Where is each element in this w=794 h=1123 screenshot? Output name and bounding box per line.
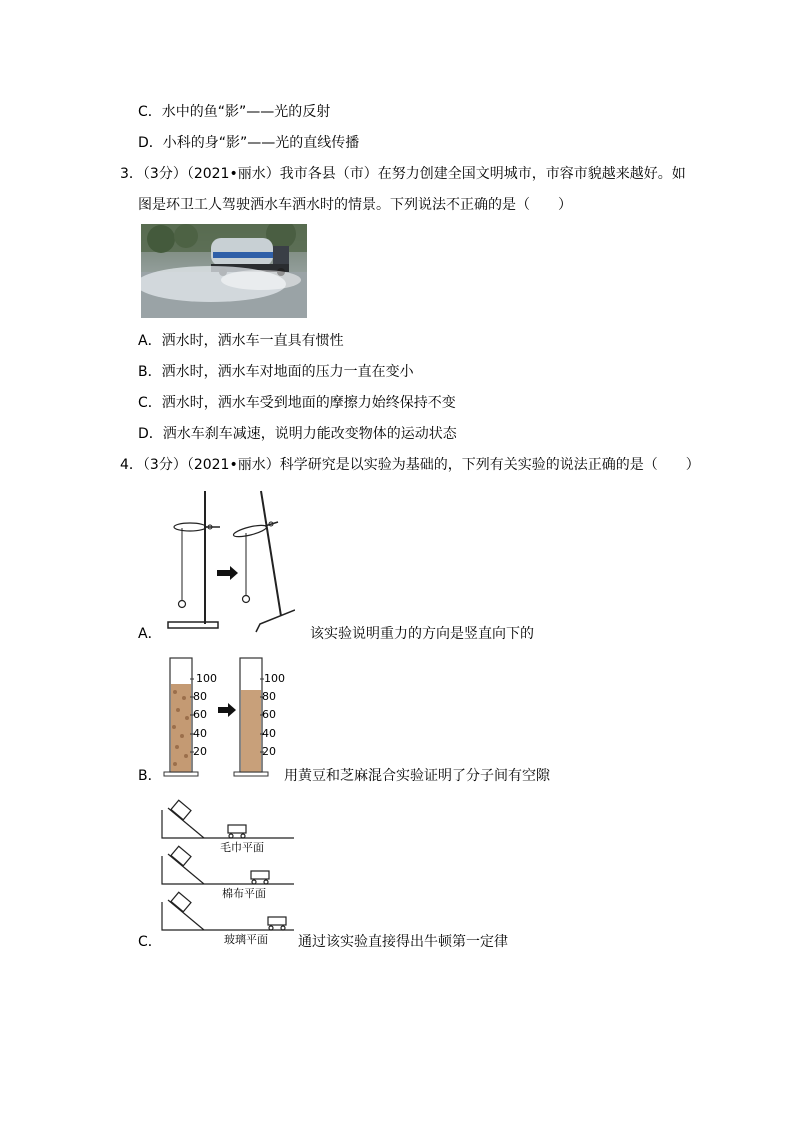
right-tick-80: 80	[262, 690, 276, 703]
inclined-plane-figure	[160, 798, 296, 940]
left-tick-40: 40	[193, 727, 207, 740]
q3-stem-line2: 图是环卫工人驾驶洒水车洒水时的情景。下列说法不正确的是（ ）	[138, 197, 572, 213]
right-tick-100: 100	[264, 672, 285, 685]
left-tick-20: 20	[193, 745, 207, 758]
q3-option-d: D．洒水车刹车减速，说明力能改变物体的运动状态	[138, 426, 457, 442]
surface-towel: 毛巾平面	[220, 841, 264, 854]
surface-glass: 玻璃平面	[224, 933, 268, 946]
q4-option-a-letter: A．	[138, 626, 162, 642]
q4-option-c-letter: C．	[138, 934, 162, 950]
right-tick-40: 40	[262, 727, 276, 740]
q4-option-c-text: 通过该实验直接得出牛顿第一定律	[298, 934, 508, 950]
q3-option-a: A．洒水时，洒水车一直具有惯性	[138, 333, 344, 349]
left-tick-100: 100	[196, 672, 217, 685]
right-tick-60: 60	[262, 708, 276, 721]
q4-option-b-text: 用黄豆和芝麻混合实验证明了分子间有空隙	[284, 768, 550, 784]
q3-option-b: B．洒水时，洒水车对地面的压力一直在变小	[138, 364, 414, 380]
plumb-line-figure	[160, 486, 295, 636]
q4-stem: 4．（3分）（2021•丽水）科学研究是以实验为基础的，下列有关实验的说法正确的是（ ）	[120, 457, 700, 473]
left-tick-60: 60	[193, 708, 207, 721]
sprinkler-truck-photo	[141, 224, 307, 318]
left-tick-80: 80	[193, 690, 207, 703]
q2-option-c: C．水中的鱼“影”——光的反射	[138, 104, 331, 120]
q3-option-c: C．洒水时，洒水车受到地面的摩擦力始终保持不变	[138, 395, 456, 411]
q2-option-d: D．小科的身“影”——光的直线传播	[138, 135, 360, 151]
q4-option-b-letter: B．	[138, 768, 162, 784]
q3-stem-line1: 3．（3分）（2021•丽水）我市各县（市）在努力创建全国文明城市，市容市貌越来越好。如	[120, 166, 686, 182]
q4-option-a-text: 该实验说明重力的方向是竖直向下的	[310, 626, 534, 642]
surface-cotton: 棉布平面	[222, 887, 266, 900]
right-tick-20: 20	[262, 745, 276, 758]
